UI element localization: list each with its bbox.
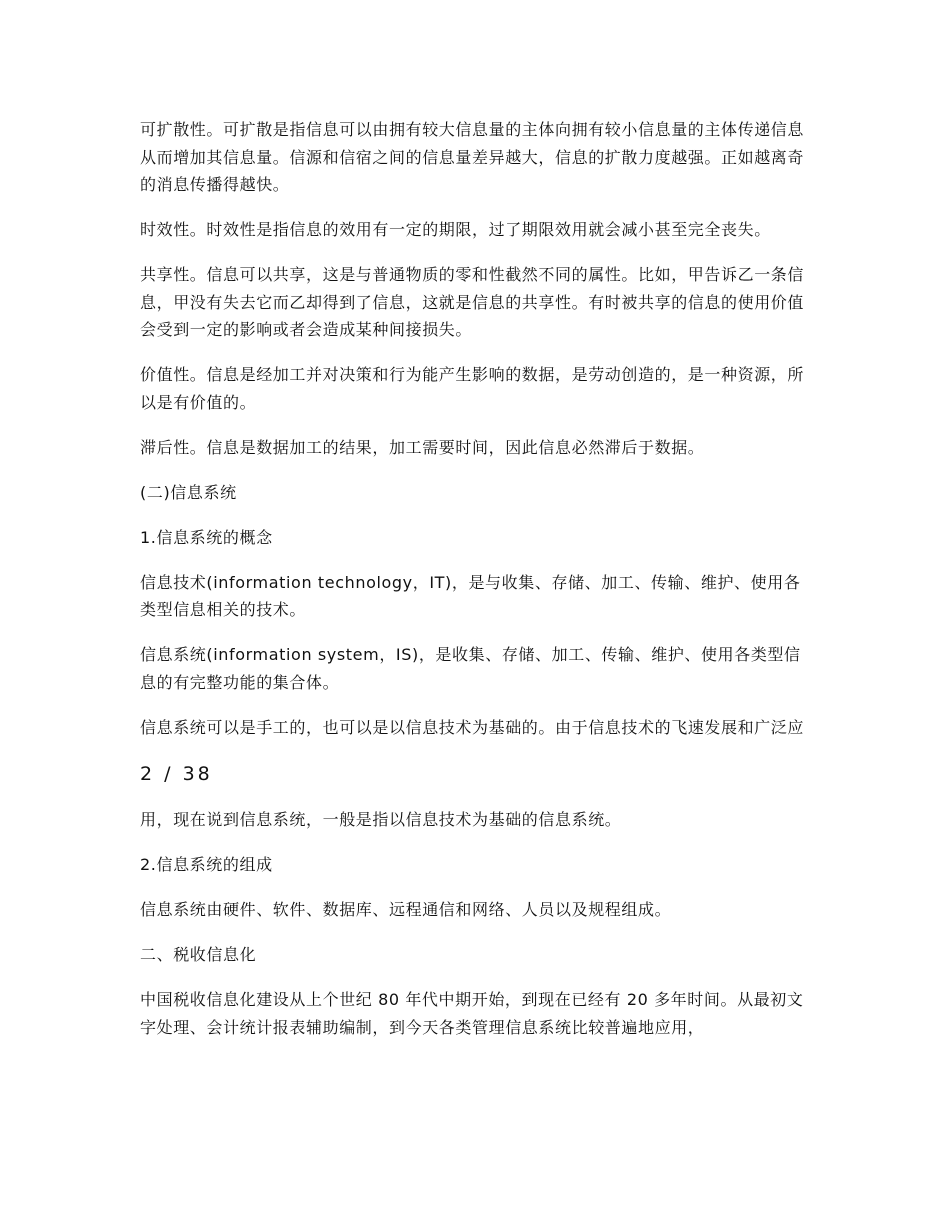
paragraph-composition: 信息系统由硬件、软件、数据库、远程通信和网络、人员以及规程组成。 — [140, 900, 672, 919]
page-number: 2 / 38 — [140, 762, 213, 785]
document-body — [140, 116, 815, 1059]
paragraph-it-definition: 信息技术(information technology，IT)，是与收集、存储、加工、传输、维护、使用各类型信息相关的技术。 — [140, 572, 801, 619]
section-heading-tax-informatization: 二、税收信息化 — [140, 945, 257, 964]
paragraph-timeliness: 时效性。时效性是指信息的效用有一定的期限，过了期限效用就会减小甚至完全丧失。 — [140, 220, 771, 239]
paragraph-sharability: 共享性。信息可以共享，这是与普通物质的零和性截然不同的属性。比如，甲告诉乙一条信息，甲没有失去它而乙却得到了信息，这就是信息的共享性。有时被共享的信息的使用价值会受到一定的影响或者会造成某种间接损失。 — [140, 265, 805, 339]
paragraph-is-basis-continued: 用，现在说到信息系统，一般是指以信息技术为基础的信息系统。 — [140, 810, 622, 829]
paragraph-value: 价值性。信息是经加工并对决策和行为能产生影响的数据，是劳动创造的，是一种资源，所以是有价值的。 — [140, 365, 805, 412]
subsection-heading-concept: 1.信息系统的概念 — [140, 527, 273, 547]
paragraph-diffusibility: 可扩散性。可扩散是指信息可以由拥有较大信息量的主体向拥有较小信息量的主体传递信息从而增加其信息量。信源和信宿之间的信息量差异越大，信息的扩散力度越强。正如越离奇的消息传播得越快。 — [140, 120, 805, 194]
paragraph-tax-history: 中国税收信息化建设从上个世纪 80 年代中期开始，到现在已经有 20 多年时间。从最初文字处理、会计统计报表辅助编制，到今天各类管理信息系统比较普遍地应用， — [140, 990, 804, 1037]
paragraph-is-definition: 信息系统(information system，IS)，是收集、存储、加工、传输、维护、使用各类型信息的有完整功能的集合体。 — [140, 645, 801, 692]
paragraph-is-basis: 信息系统可以是手工的，也可以是以信息技术为基础的。由于信息技术的飞速发展和广泛应 — [140, 717, 805, 737]
section-heading-information-system: (二)信息系统 — [140, 482, 237, 502]
paragraph-lag: 滞后性。信息是数据加工的结果，加工需要时间，因此信息必然滞后于数据。 — [140, 437, 705, 457]
subsection-heading-composition: 2.信息系统的组成 — [140, 855, 273, 874]
